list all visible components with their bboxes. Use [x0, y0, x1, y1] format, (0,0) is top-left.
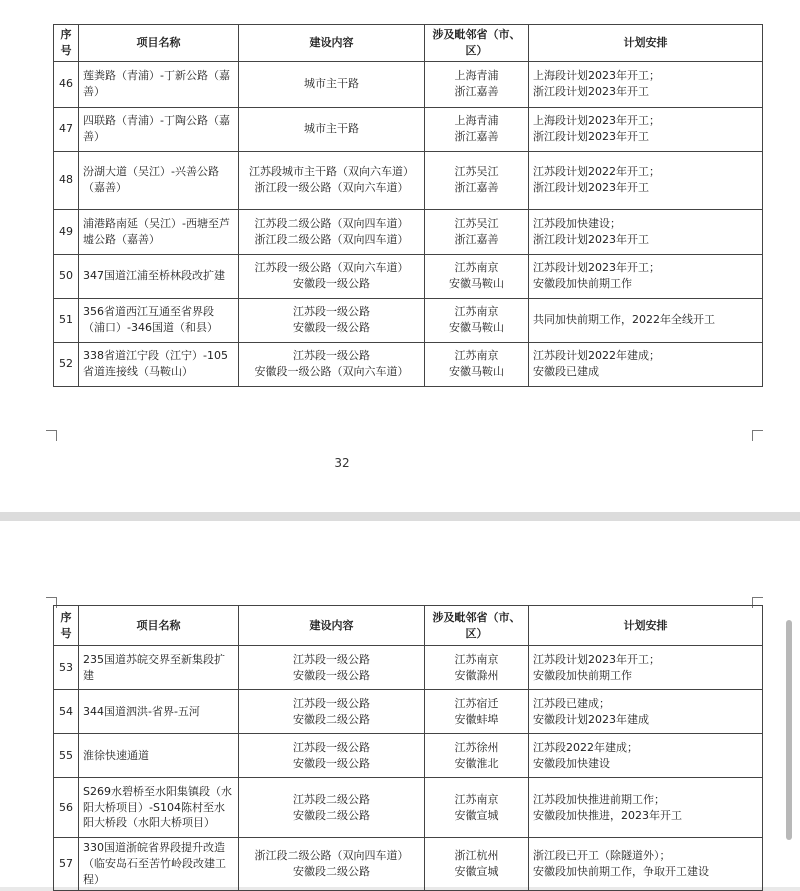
- adjacent-provinces: [425, 61, 529, 107]
- schedule-plan-line: 安徽段计划2023年建成: [533, 712, 649, 726]
- header-name: 项目名称: [79, 25, 239, 62]
- row-number: 55: [54, 734, 79, 778]
- project-name: 淮徐快速通道: [79, 734, 239, 778]
- schedule-plan: [529, 254, 763, 298]
- project-name: 344国道泗洪-省界-五河: [79, 690, 239, 734]
- adjacent-provinces-line: 安徽淮北: [454, 756, 499, 770]
- header-content: 建设内容: [239, 606, 425, 646]
- project-name: 莲粪路（青浦）-丁新公路（嘉善）: [79, 61, 239, 107]
- table-row: [54, 151, 763, 209]
- schedule-plan-line: 江苏段计划2023年开工；: [533, 652, 660, 666]
- adjacent-provinces-line: 江苏南京: [454, 792, 499, 806]
- schedule-plan-line: 江苏段计划2022年开工；: [533, 165, 660, 179]
- adjacent-provinces: [425, 298, 529, 342]
- construction-content: [239, 838, 425, 891]
- row-number: 49: [54, 209, 79, 254]
- adjacent-provinces-line: 上海青浦: [454, 69, 499, 83]
- construction-content-line: 安徽段二级公路: [293, 808, 370, 822]
- table-row: [54, 254, 763, 298]
- construction-content-line: 安徽段一级公路: [293, 277, 370, 291]
- schedule-plan-line: 安徽段加快前期工作: [533, 668, 632, 682]
- adjacent-provinces: [425, 838, 529, 891]
- construction-content-line: 城市主干路: [304, 122, 359, 136]
- schedule-plan: [529, 298, 763, 342]
- project-name: 四联路（青浦）-丁陶公路（嘉善）: [79, 107, 239, 151]
- adjacent-provinces-line: 安徽马鞍山: [449, 365, 504, 379]
- adjacent-provinces-line: 浙江嘉善: [454, 232, 499, 246]
- schedule-plan-line: 浙江段计划2023年开工: [533, 85, 649, 99]
- row-number: 57: [54, 838, 79, 891]
- adjacent-provinces-line: 江苏南京: [454, 261, 499, 275]
- project-name: 356省道西江互通至省界段（浦口）-346国道（和县）: [79, 298, 239, 342]
- row-number: 48: [54, 151, 79, 209]
- construction-content: [239, 209, 425, 254]
- schedule-plan-line: 安徽段加快建设: [533, 756, 610, 770]
- header-plan: 计划安排: [529, 606, 763, 646]
- adjacent-provinces: [425, 646, 529, 690]
- project-name: 338省道江宁段（江宁）-105省道连接线（马鞍山）: [79, 342, 239, 386]
- construction-content-line: 安徽段二级公路: [293, 864, 370, 878]
- header-provinces: 涉及毗邻省（市、区）: [425, 606, 529, 646]
- adjacent-provinces: [425, 734, 529, 778]
- schedule-plan-line: 上海段计划2023年开工；: [533, 114, 660, 128]
- adjacent-provinces-line: 安徽滁州: [454, 668, 499, 682]
- header-plan: 计划安排: [529, 25, 763, 62]
- adjacent-provinces: [425, 342, 529, 386]
- header-name: 项目名称: [79, 606, 239, 646]
- adjacent-provinces-line: 江苏宿迁: [454, 696, 499, 710]
- schedule-plan-line: 江苏段已建成；: [533, 696, 610, 710]
- construction-content-line: 安徽段一级公路: [293, 756, 370, 770]
- table-row: [54, 61, 763, 107]
- adjacent-provinces: [425, 151, 529, 209]
- construction-content-line: 江苏段二级公路: [293, 792, 370, 806]
- construction-content-line: 安徽段一级公路（双向六车道）: [254, 365, 409, 379]
- table-row: [54, 734, 763, 778]
- schedule-plan: [529, 646, 763, 690]
- project-name: 330国道浙皖省界段提升改造（临安岛石至苦竹岭段改建工程）: [79, 838, 239, 891]
- schedule-plan: [529, 690, 763, 734]
- schedule-plan-line: 浙江段计划2023年开工: [533, 181, 649, 195]
- project-name: 汾湖大道（吴江）-兴善公路（嘉善）: [79, 151, 239, 209]
- schedule-plan-line: 安徽段加快前期工作: [533, 277, 632, 291]
- adjacent-provinces-line: 上海青浦: [454, 114, 499, 128]
- construction-content: [239, 690, 425, 734]
- adjacent-provinces-line: 安徽蚌埠: [454, 712, 499, 726]
- project-table-page-33: [53, 605, 763, 891]
- table-row: [54, 778, 763, 838]
- construction-content: [239, 107, 425, 151]
- adjacent-provinces-line: 浙江杭州: [454, 848, 499, 862]
- row-number: 47: [54, 107, 79, 151]
- construction-content: [239, 61, 425, 107]
- adjacent-provinces-line: 安徽宣城: [454, 808, 499, 822]
- schedule-plan-line: 江苏段计划2022年建成；: [533, 349, 660, 363]
- construction-content-line: 安徽段一级公路: [293, 668, 370, 682]
- crop-mark: [752, 430, 763, 441]
- row-number: 50: [54, 254, 79, 298]
- adjacent-provinces-line: 江苏吴江: [454, 216, 499, 230]
- adjacent-provinces-line: 浙江嘉善: [454, 130, 499, 144]
- row-number: 52: [54, 342, 79, 386]
- schedule-plan-line: 浙江段计划2023年开工: [533, 130, 649, 144]
- schedule-plan-line: 江苏段加快推进前期工作；: [533, 792, 665, 806]
- adjacent-provinces-line: 江苏吴江: [454, 165, 499, 179]
- project-name: S269水碧桥至水阳集镇段（水阳大桥项目）-S104陈村至水阳大桥段（水阳大桥项目）: [79, 778, 239, 838]
- adjacent-provinces-line: 江苏南京: [454, 652, 499, 666]
- adjacent-provinces-line: 浙江嘉善: [454, 85, 499, 99]
- schedule-plan-line: 安徽段加快推进，2023年开工: [533, 808, 682, 822]
- schedule-plan-line: 江苏段计划2023年开工；: [533, 261, 660, 275]
- schedule-plan-line: 安徽段加快前期工作，争取开工建设: [533, 864, 709, 878]
- vertical-scrollbar[interactable]: [786, 620, 792, 840]
- schedule-plan-line: 上海段计划2023年开工；: [533, 69, 660, 83]
- construction-content-line: 江苏段一级公路: [293, 652, 370, 666]
- schedule-plan: [529, 61, 763, 107]
- project-name: 浦港路南延（吴江）-西塘至芦墟公路（嘉善）: [79, 209, 239, 254]
- construction-content: [239, 646, 425, 690]
- row-number: 54: [54, 690, 79, 734]
- table-header-row: [54, 25, 763, 62]
- schedule-plan: [529, 209, 763, 254]
- construction-content: [239, 778, 425, 838]
- row-number: 56: [54, 778, 79, 838]
- construction-content-line: 江苏段一级公路: [293, 740, 370, 754]
- construction-content-line: 江苏段一级公路: [293, 349, 370, 363]
- construction-content: [239, 151, 425, 209]
- construction-content: [239, 254, 425, 298]
- construction-content-line: 安徽段二级公路: [293, 712, 370, 726]
- adjacent-provinces-line: 安徽马鞍山: [449, 277, 504, 291]
- construction-content: [239, 734, 425, 778]
- page-separator: [0, 512, 800, 521]
- project-table-page-32: [53, 24, 763, 387]
- schedule-plan: [529, 778, 763, 838]
- construction-content-line: 浙江段二级公路（双向四车道）: [254, 848, 409, 862]
- construction-content: [239, 298, 425, 342]
- row-number: 46: [54, 61, 79, 107]
- adjacent-provinces: [425, 254, 529, 298]
- schedule-plan-line: 安徽段已建成: [533, 365, 599, 379]
- project-name: 235国道苏皖交界至新集段扩建: [79, 646, 239, 690]
- schedule-plan-line: 浙江段计划2023年开工: [533, 232, 649, 246]
- adjacent-provinces-line: 安徽宣城: [454, 864, 499, 878]
- header-seq: 序号: [54, 25, 79, 62]
- schedule-plan-line: 浙江段已开工（除隧道外）；: [533, 848, 671, 862]
- table-row: [54, 646, 763, 690]
- schedule-plan-line: 共同加快前期工作，2022年全线开工: [533, 313, 715, 327]
- adjacent-provinces-line: 浙江嘉善: [454, 181, 499, 195]
- adjacent-provinces-line: 江苏徐州: [454, 740, 499, 754]
- schedule-plan: [529, 342, 763, 386]
- table-header-row: [54, 606, 763, 646]
- adjacent-provinces: [425, 107, 529, 151]
- schedule-plan-line: 江苏段加快建设；: [533, 216, 621, 230]
- adjacent-provinces: [425, 778, 529, 838]
- construction-content-line: 浙江段二级公路（双向四车道）: [254, 232, 409, 246]
- header-provinces: 涉及毗邻省（市、区）: [425, 25, 529, 62]
- construction-content-line: 安徽段一级公路: [293, 321, 370, 335]
- construction-content-line: 江苏段二级公路（双向四车道）: [254, 216, 409, 230]
- construction-content-line: 江苏段一级公路: [293, 305, 370, 319]
- project-name: 347国道江浦至桥林段改扩建: [79, 254, 239, 298]
- table-row: [54, 298, 763, 342]
- row-number: 53: [54, 646, 79, 690]
- adjacent-provinces-line: 江苏南京: [454, 349, 499, 363]
- table-row: [54, 838, 763, 891]
- header-seq: 序号: [54, 606, 79, 646]
- construction-content-line: 浙江段一级公路（双向六车道）: [254, 181, 409, 195]
- construction-content-line: 江苏段一级公路: [293, 696, 370, 710]
- construction-content-line: 城市主干路: [304, 77, 359, 91]
- table-row: [54, 342, 763, 386]
- construction-content-line: 江苏段一级公路（双向六车道）: [254, 261, 409, 275]
- table-row: [54, 690, 763, 734]
- adjacent-provinces-line: 江苏南京: [454, 305, 499, 319]
- adjacent-provinces-line: 安徽马鞍山: [449, 321, 504, 335]
- adjacent-provinces: [425, 690, 529, 734]
- table-row: [54, 209, 763, 254]
- adjacent-provinces: [425, 209, 529, 254]
- schedule-plan: [529, 107, 763, 151]
- construction-content: [239, 342, 425, 386]
- table-row: [54, 107, 763, 151]
- schedule-plan-line: 江苏段2022年建成；: [533, 740, 638, 754]
- crop-mark: [46, 430, 57, 441]
- schedule-plan: [529, 151, 763, 209]
- page-number: 32: [334, 456, 350, 470]
- schedule-plan: [529, 838, 763, 891]
- row-number: 51: [54, 298, 79, 342]
- header-content: 建设内容: [239, 25, 425, 62]
- construction-content-line: 江苏段城市主干路（双向六车道）: [249, 165, 414, 179]
- schedule-plan: [529, 734, 763, 778]
